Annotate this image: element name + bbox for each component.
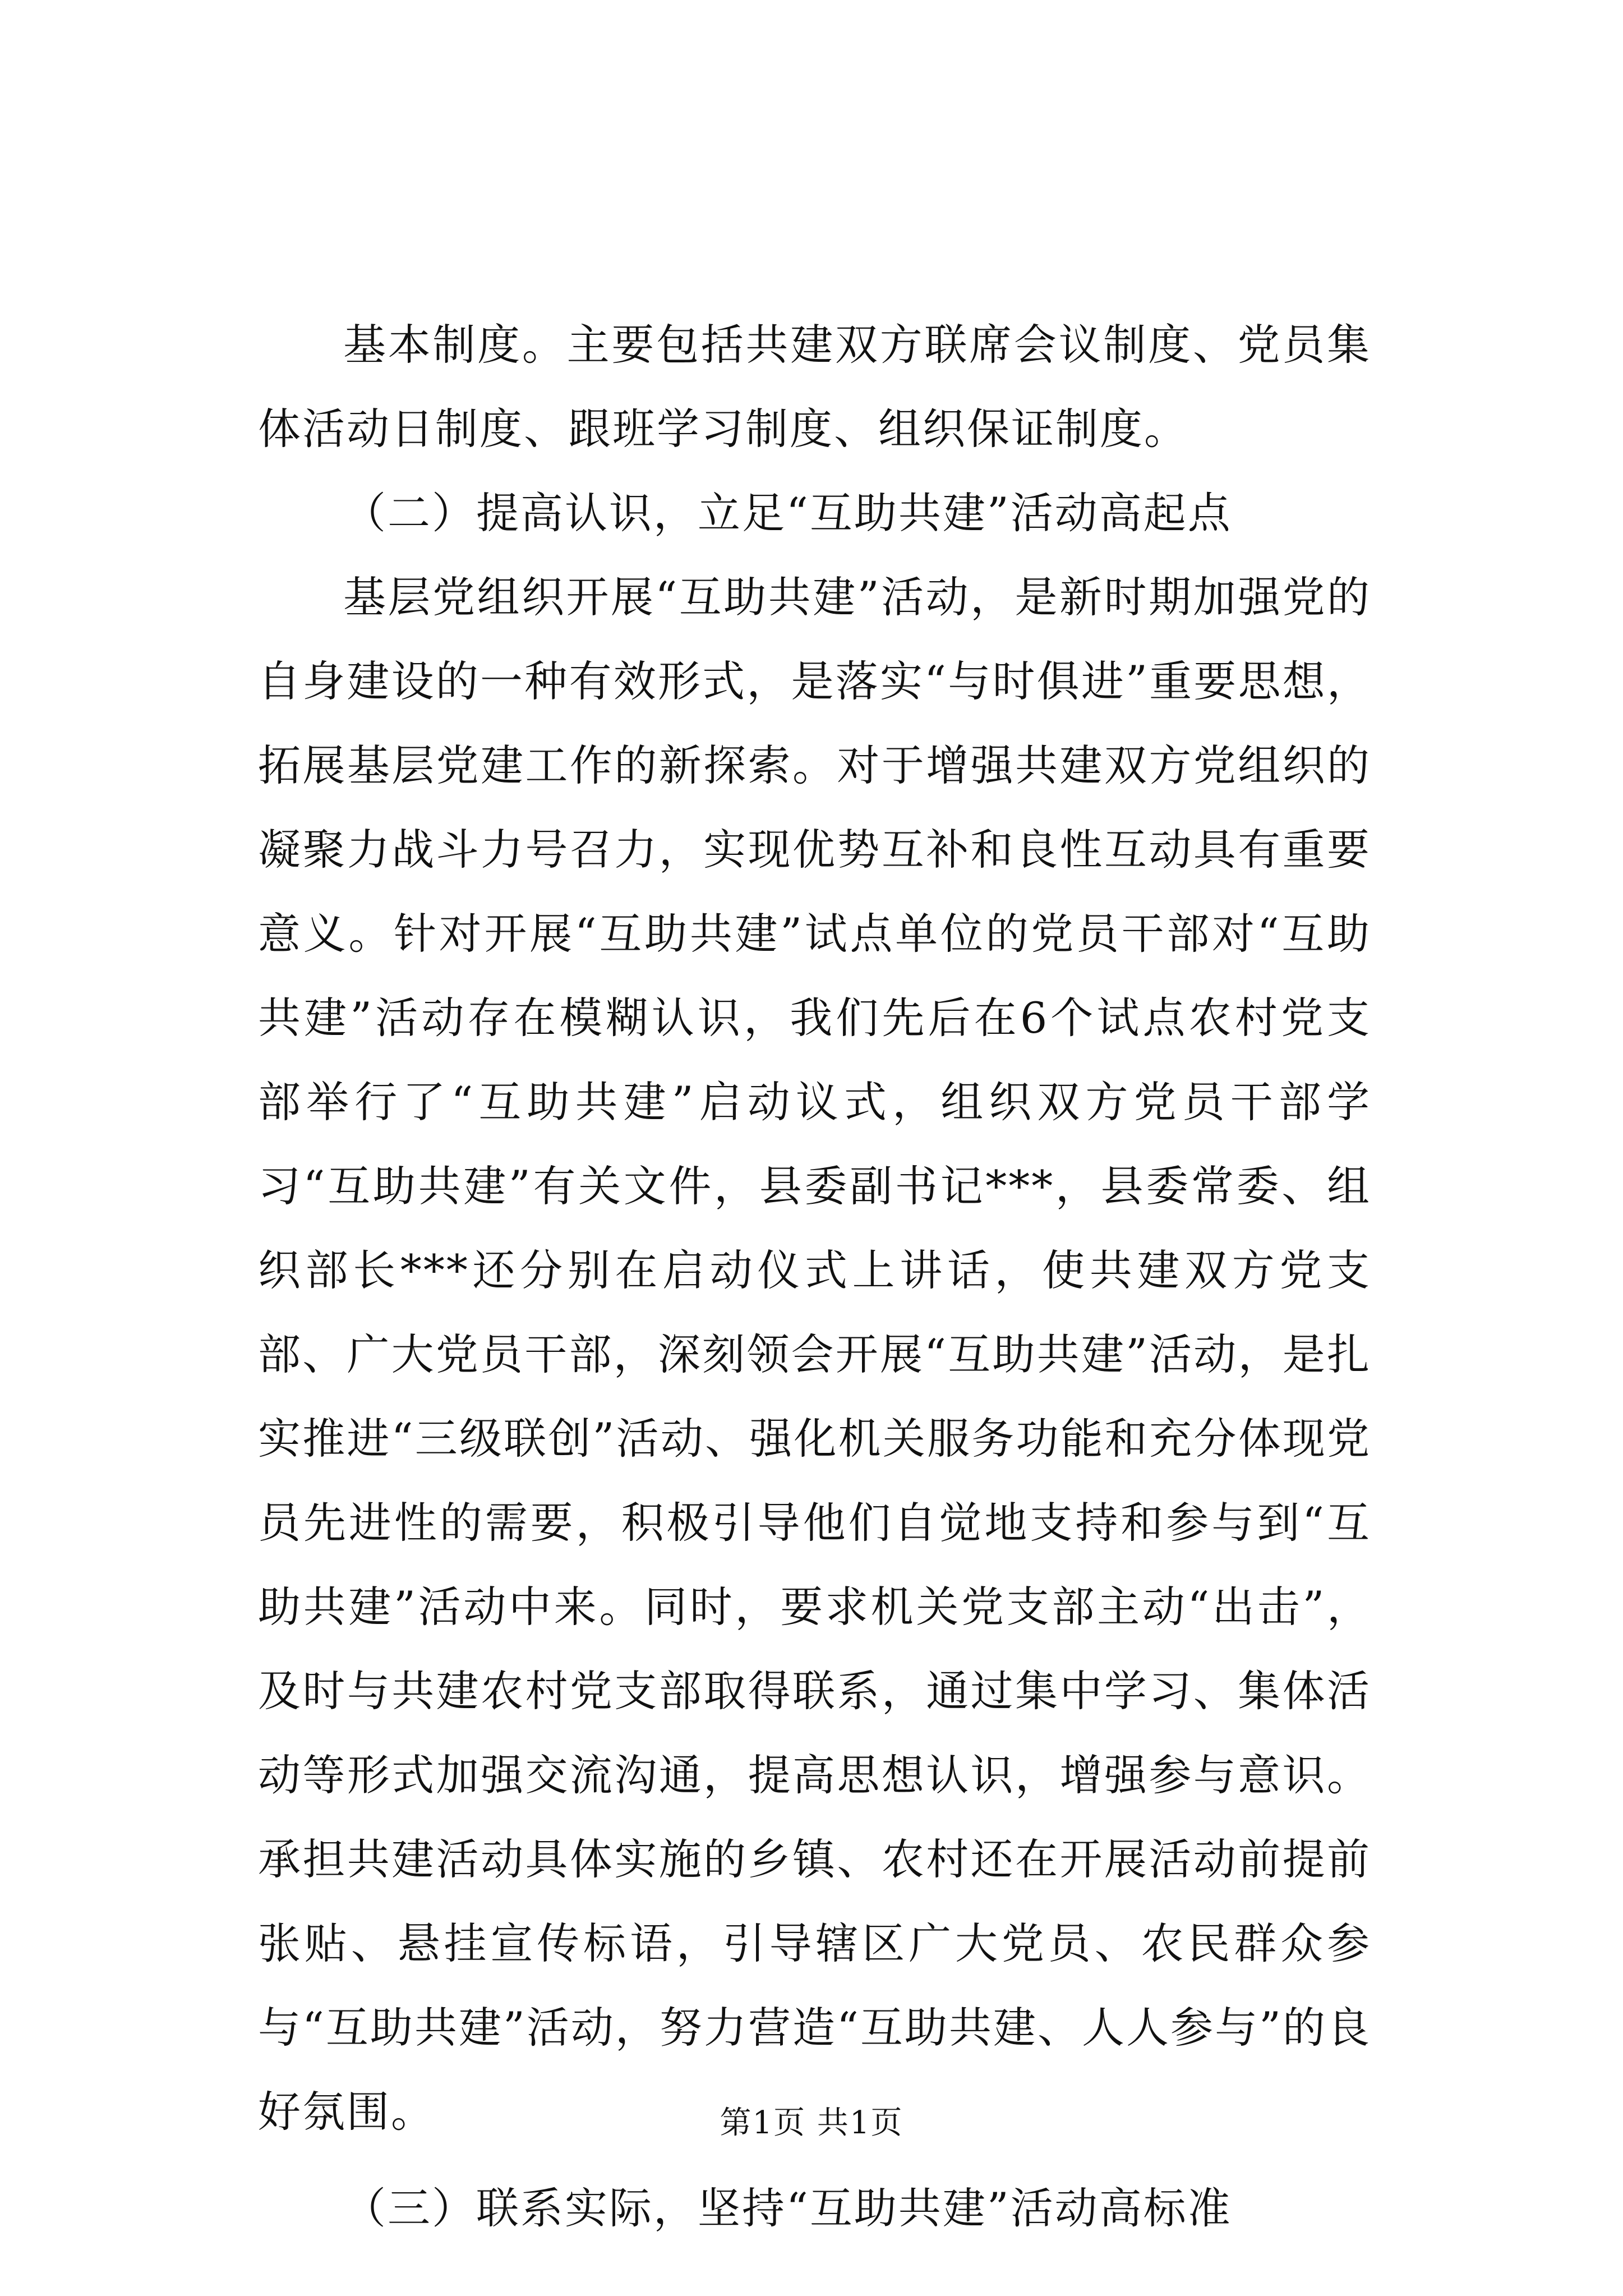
section-heading-2: （二）提高认识，立足“互助共建”活动高起点 (343, 488, 1232, 538)
section-heading-3: （三）联系实际，坚持“互助共建”活动高标准 (343, 2183, 1232, 2233)
paragraph-basic-system: 基本制度。主要包括共建双方联席会议制度、党员集体活动日制度、跟班学习制度、组织保证制度。 (258, 320, 1371, 454)
page-footer: 第1页 共1页 (720, 2105, 903, 2141)
paragraph-raise-awareness: 基层党组织开展“互助共建”活动，是新时期加强党的自身建设的一种有效形式，是落实“与时俱进”重要思想，拓展基层党建工作的新探索。对于增强共建双方党组织的凝聚力战斗力号召力，实现优势互补和良性互动具有重要意义。针对开展“互助共建”试点单位的党员干部对“互助共建”活动存在模糊认识，我们先后在6个试点农村党支部举行了“互助共建”启动议式，组织双方党员干部学习“互助共建”有关文件，县委副书记***，县委常委、组织部长***还分别在启动仪式上讲话，使共建双方党支部、广大党员干部，深刻领会开展“互助共建”活动，是扎实推进“三级联创”活动、强化机关服务功能和充分体现党员先进性的需要，积极引导他们自觉地支持和参与到“互助共建”活动中来。同时，要求机关党支部主动“出击”，及时与共建农村党支部取得联系，通过集中学习、集体活动等形式加强交流沟通，提高思想认识，增强参与意识。承担共建活动具体实施的乡镇、农村还在开展活动前提前张贴、悬挂宣传标语，引导辖区广大党员、农民群众参与“互助共建”活动，努力营造“互助共建、人人参与”的良好氛围。 (258, 572, 1371, 2137)
document-body (258, 303, 1371, 2251)
